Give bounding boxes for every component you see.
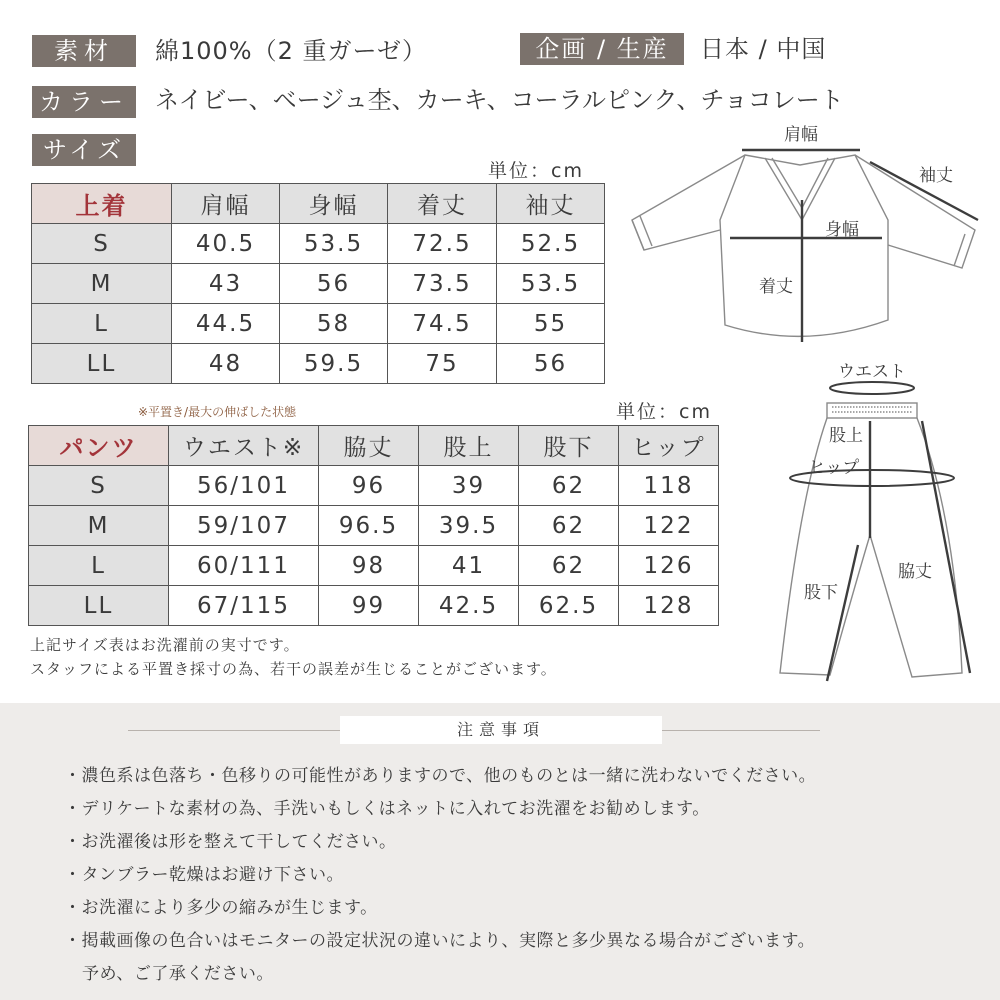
size-cell: S (29, 466, 169, 506)
value-cell: 59/107 (169, 506, 319, 546)
size-cell: S (32, 224, 172, 264)
table-row (32, 264, 605, 304)
pants-size-table (28, 425, 719, 626)
hip-label: ヒップ (808, 458, 860, 478)
value-cell: 72.5 (388, 224, 497, 264)
value-cell: 73.5 (388, 264, 497, 304)
caption-measurement: スタッフによる平置き採寸の為、若干の誤差が生じることがございます。 (30, 660, 557, 678)
table-row (32, 304, 605, 344)
list-item: ・掲載画像の色合いはモニターの設定状況の違いにより、実際と多少異なる場合がございます。 (64, 931, 816, 951)
origin-value: 日本 / 中国 (700, 35, 827, 63)
notice-title: 注意事項 (340, 716, 662, 744)
value-cell: 53.5 (497, 264, 605, 304)
value-cell: 96.5 (319, 506, 419, 546)
top-header-cell: 上着 (32, 184, 172, 224)
table-row (32, 344, 605, 384)
inseam-line (827, 545, 858, 681)
value-cell: 67/115 (169, 586, 319, 626)
value-cell: 118 (619, 466, 719, 506)
value-cell: 55 (497, 304, 605, 344)
list-item: ・濃色系は色落ち・色移りの可能性がありますので、他のものとは一緒に洗わないでください。 (64, 766, 817, 786)
value-cell: 96 (319, 466, 419, 506)
value-cell: 40.5 (172, 224, 280, 264)
value-cell: 48 (172, 344, 280, 384)
value-cell: 39.5 (419, 506, 519, 546)
pants-header-cell: ヒップ (619, 426, 719, 466)
value-cell: 52.5 (497, 224, 605, 264)
size-cell: LL (29, 586, 169, 626)
top-header-cell: 着丈 (388, 184, 497, 224)
pants-header-cell: 股下 (519, 426, 619, 466)
value-cell: 122 (619, 506, 719, 546)
notice-divider (128, 730, 340, 731)
list-item: ・お洗濯により多少の縮みが生じます。 (64, 898, 378, 918)
value-cell: 98 (319, 546, 419, 586)
pants-header-cell: パンツ (29, 426, 169, 466)
value-cell: 39 (419, 466, 519, 506)
material-label: 素材 (32, 35, 136, 67)
value-cell: 56/101 (169, 466, 319, 506)
notice-divider (662, 730, 820, 731)
value-cell: 75 (388, 344, 497, 384)
value-cell: 62 (519, 506, 619, 546)
caption-actual-size: 上記サイズ表はお洗濯前の実寸です。 (30, 636, 300, 654)
table-row (29, 466, 719, 506)
top-header-cell: 身幅 (280, 184, 388, 224)
table-row (32, 224, 605, 264)
body-width-label: 身幅 (825, 220, 859, 240)
value-cell: 43 (172, 264, 280, 304)
list-item: ・お洗濯後は形を整えて干してください。 (64, 832, 397, 852)
origin-label: 企画 / 生産 (520, 33, 684, 65)
outseam-line (922, 421, 970, 673)
size-cell: M (29, 506, 169, 546)
value-cell: 59.5 (280, 344, 388, 384)
pants-waist-note: ※平置き/最大の伸ばした状態 (138, 405, 297, 419)
value-cell: 60/111 (169, 546, 319, 586)
top-header-cell: 袖丈 (497, 184, 605, 224)
shoulder-label: 肩幅 (784, 125, 818, 145)
value-cell: 42.5 (419, 586, 519, 626)
sleeve-label: 袖丈 (919, 166, 953, 186)
value-cell: 62.5 (519, 586, 619, 626)
value-cell: 74.5 (388, 304, 497, 344)
size-cell: M (32, 264, 172, 304)
value-cell: 56 (280, 264, 388, 304)
value-cell: 58 (280, 304, 388, 344)
size-cell: L (29, 546, 169, 586)
value-cell: 99 (319, 586, 419, 626)
size-label: サイズ (32, 134, 136, 166)
pants-diagram (770, 355, 985, 690)
outseam-label: 脇丈 (898, 562, 932, 582)
size-cell: L (32, 304, 172, 344)
pants-header-cell: 股上 (419, 426, 519, 466)
value-cell: 128 (619, 586, 719, 626)
inseam-label: 股下 (804, 583, 838, 603)
size-cell: LL (32, 344, 172, 384)
value-cell: 62 (519, 466, 619, 506)
top-size-table (31, 183, 605, 384)
table-row (29, 586, 719, 626)
color-value: ネイビー、ベージュ杢、カーキ、コーラルピンク、チョコレート (155, 86, 844, 114)
value-cell: 62 (519, 546, 619, 586)
value-cell: 126 (619, 546, 719, 586)
value-cell: 44.5 (172, 304, 280, 344)
rise-label: 股上 (829, 426, 863, 446)
value-cell: 41 (419, 546, 519, 586)
top-table-unit: 単位：cm (488, 160, 584, 182)
material-value: 綿100%（2 重ガーゼ） (155, 37, 428, 65)
pants-table-unit: 単位：cm (616, 401, 712, 423)
list-item: ・タンブラー乾燥はお避け下さい。 (64, 865, 344, 885)
pants-header-cell: 脇丈 (319, 426, 419, 466)
length-label: 着丈 (759, 277, 793, 297)
jacket-diagram (620, 120, 990, 350)
table-row (29, 506, 719, 546)
list-item: ・デリケートな素材の為、手洗いもしくはネットに入れてお洗濯をお勧めします。 (64, 799, 710, 819)
value-cell: 53.5 (280, 224, 388, 264)
value-cell: 56 (497, 344, 605, 384)
list-item: 予め、ご了承ください。 (82, 964, 274, 984)
top-header-cell: 肩幅 (172, 184, 280, 224)
notice-list (64, 760, 984, 991)
color-label: カラー (32, 86, 136, 118)
table-row (29, 546, 719, 586)
pants-header-cell: ウエスト※ (169, 426, 319, 466)
waist-label: ウエスト (838, 362, 906, 382)
